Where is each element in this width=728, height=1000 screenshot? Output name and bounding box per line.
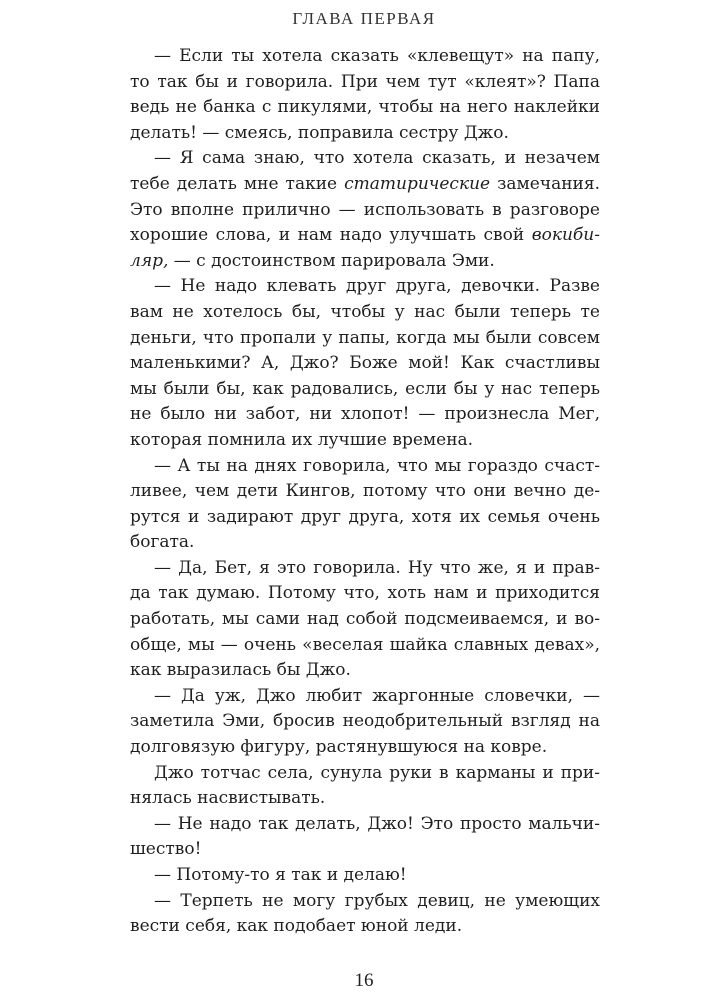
text-line bbox=[130, 249, 600, 275]
line-text: — Да, Бет, я это говорила. Ну что же, я и прав- bbox=[154, 557, 600, 578]
text-line bbox=[130, 428, 600, 454]
line-text: — Не надо клевать друг друга, девочки. Разве bbox=[154, 276, 600, 297]
text-line bbox=[130, 146, 600, 172]
text-line bbox=[130, 786, 600, 812]
text-line bbox=[130, 709, 600, 735]
text-line bbox=[130, 70, 600, 96]
text-line bbox=[130, 658, 600, 684]
line-text: которая помнила их лучшие времена. bbox=[130, 429, 474, 450]
text-line bbox=[130, 530, 600, 556]
text-line bbox=[130, 607, 600, 633]
line-text: тебе делать мне такие bbox=[130, 173, 345, 194]
line-text: Это вполне прилично — использовать в разговоре bbox=[130, 199, 600, 220]
italic-word: вокиби- bbox=[531, 225, 600, 246]
line-text: не было ни забот, ни хлопот! — произнесла Мег, bbox=[130, 404, 600, 425]
text-line bbox=[130, 812, 600, 838]
text-line bbox=[130, 837, 600, 863]
text-line bbox=[130, 479, 600, 505]
text-line bbox=[130, 95, 600, 121]
line-text: ведь не банка с пикулями, чтобы на него наклейки bbox=[130, 97, 600, 118]
line-text: делать! — смеясь, поправила сестру Джо. bbox=[130, 122, 509, 143]
line-text: — Если ты хотела сказать «клевещут» на папу, bbox=[154, 46, 600, 66]
text-line bbox=[130, 505, 600, 531]
text-line bbox=[130, 121, 600, 147]
text-line bbox=[130, 761, 600, 787]
line-text: ливее, чем дети Кингов, потому что они вечно де- bbox=[130, 481, 600, 502]
text-line bbox=[130, 223, 600, 249]
line-text: рутся и задирают друг друга, хотя их семья очень bbox=[130, 506, 600, 527]
line-text: хорошие слова, и нам надо улучшать свой bbox=[130, 225, 532, 246]
text-line bbox=[130, 351, 600, 377]
line-text: Джо тотчас села, сунула руки в карманы и при- bbox=[154, 762, 600, 783]
line-text: — Потому-то я так и делаю! bbox=[154, 865, 407, 885]
italic-word: ляр, bbox=[130, 250, 169, 271]
text-line bbox=[130, 556, 600, 582]
body-text bbox=[130, 44, 600, 940]
text-line bbox=[130, 863, 600, 889]
page-number: 16 bbox=[354, 970, 374, 991]
line-text: долговязую фигуру, растянувшуюся на ковре. bbox=[130, 737, 548, 758]
text-line bbox=[130, 633, 600, 659]
text-line bbox=[130, 735, 600, 761]
line-text: — Да уж, Джо любит жаргонные словечки, — bbox=[154, 685, 600, 706]
line-text: деньги, что пропали у папы, когда мы были совсем bbox=[130, 327, 600, 348]
line-text: работать, мы сами над собой подсмеиваемся, и во- bbox=[130, 609, 600, 630]
line-text: да так думаю. Потому что, хоть нам и приходится bbox=[130, 583, 600, 604]
line-text: вам не хотелось бы, чтобы у нас были теперь те bbox=[130, 301, 600, 322]
italic-word: статирические bbox=[344, 173, 491, 194]
text-line bbox=[130, 377, 600, 403]
line-text: — Терпеть не могу грубых девиц, не умеющих bbox=[154, 890, 600, 911]
text-line bbox=[130, 914, 600, 940]
line-text: — А ты на днях говорила, что мы гораздо счаст- bbox=[154, 455, 600, 476]
line-text: заметила Эми, бросив неодобрительный взгляд на bbox=[130, 711, 600, 732]
line-text: богата. bbox=[130, 532, 195, 553]
line-text: — Не надо так делать, Джо! Это просто мальчи- bbox=[154, 813, 600, 834]
line-text: то так бы и говорила. При чем тут «клеят»? Папа bbox=[130, 71, 600, 92]
line-text: обще, мы — очень «веселая шайка славных девах», bbox=[130, 634, 600, 655]
text-line bbox=[130, 684, 600, 710]
line-text: замечания. bbox=[490, 173, 600, 194]
text-line bbox=[130, 889, 600, 915]
line-text: шество! bbox=[130, 839, 202, 860]
text-line bbox=[130, 402, 600, 428]
line-text: как выразилась бы Джо. bbox=[130, 660, 351, 681]
text-line bbox=[130, 326, 600, 352]
line-text: — с достоинством парировала Эми. bbox=[168, 250, 495, 271]
text-line bbox=[130, 454, 600, 480]
line-text: маленькими? А, Джо? Боже мой! Как счастливы bbox=[130, 353, 600, 374]
text-line bbox=[130, 172, 600, 198]
text-line bbox=[130, 198, 600, 224]
line-text: нялась насвистывать. bbox=[130, 788, 326, 809]
text-line bbox=[130, 274, 600, 300]
text-line bbox=[130, 44, 600, 70]
text-line bbox=[130, 300, 600, 326]
line-text: вести себя, как подобает юной леди. bbox=[130, 916, 463, 937]
chapter-header: ГЛАВА ПЕРВАЯ bbox=[292, 9, 436, 28]
text-line bbox=[130, 581, 600, 607]
line-text: мы были бы, как радовались, если бы у нас теперь bbox=[130, 378, 600, 399]
line-text: — Я сама знаю, что хотела сказать, и незачем bbox=[154, 148, 600, 169]
